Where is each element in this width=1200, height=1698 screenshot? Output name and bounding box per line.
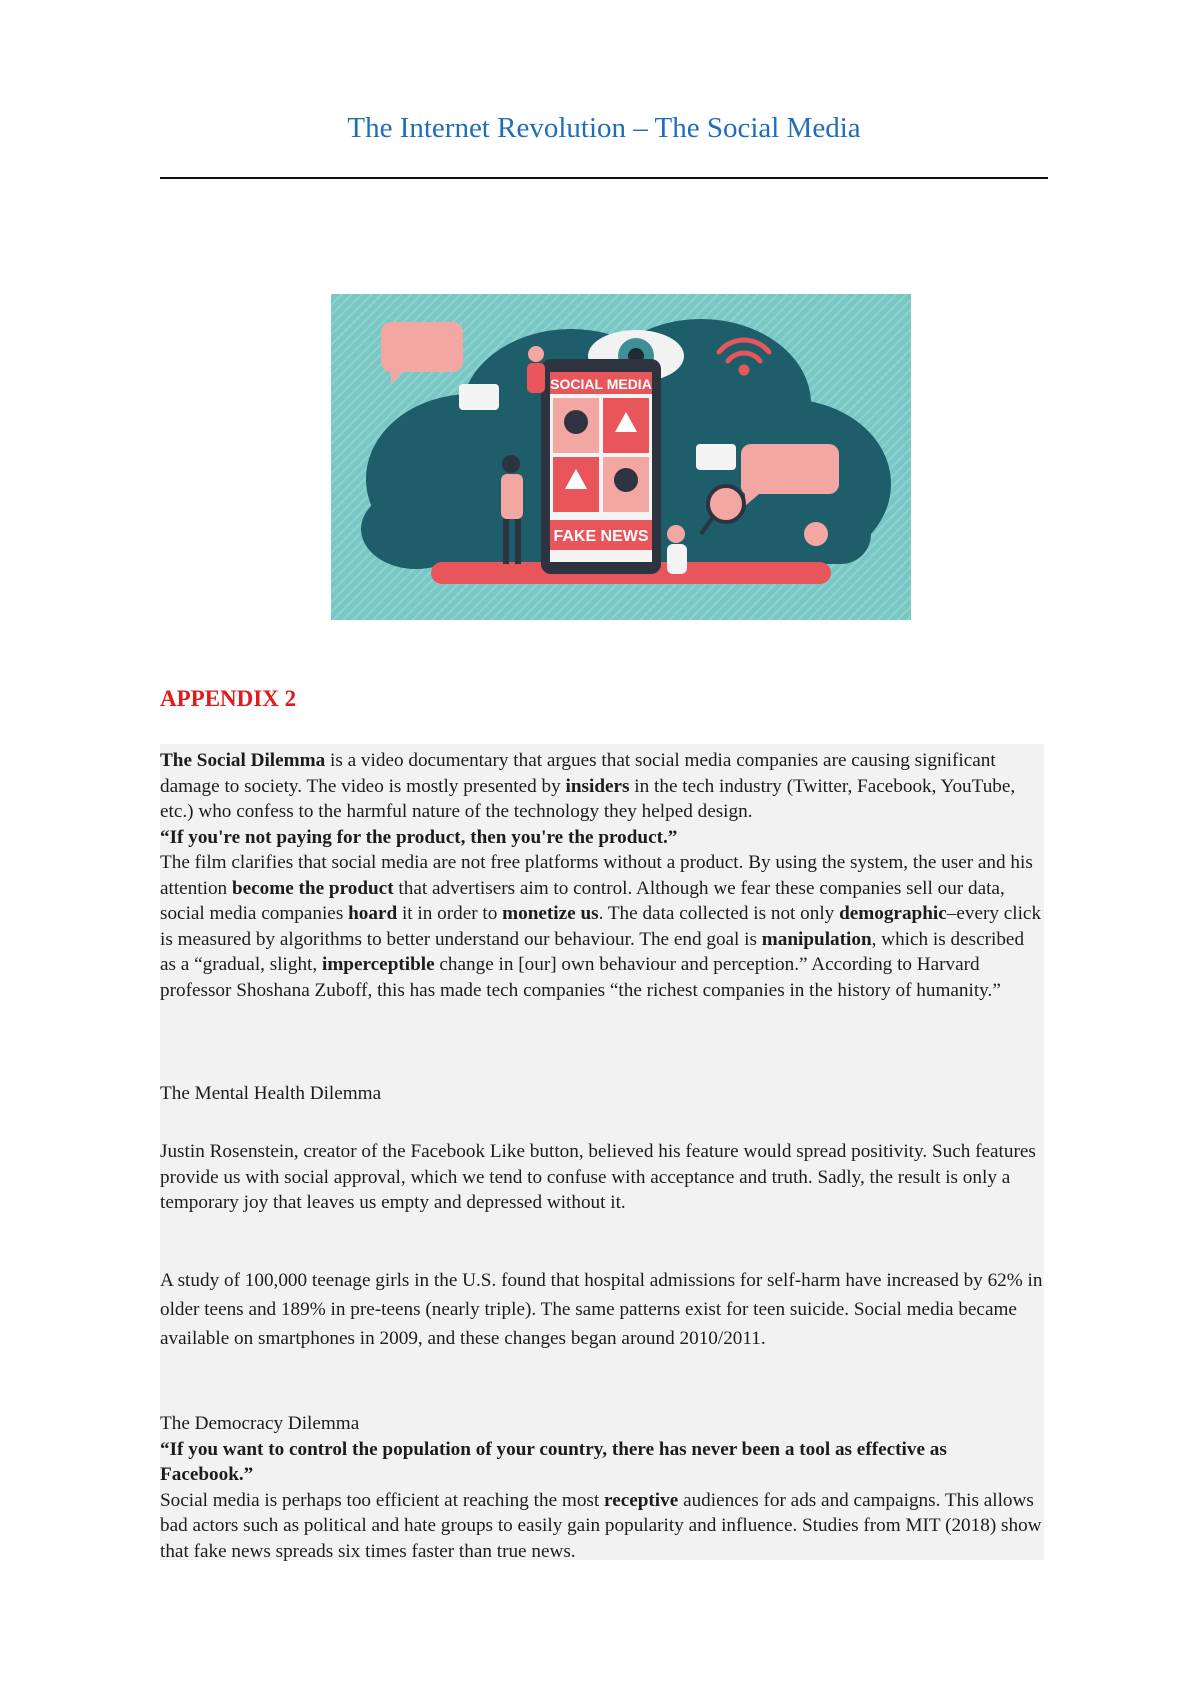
quote-facebook: “If you want to control the population of your country, there has never been a tool as effective as Facebook.”	[160, 1438, 947, 1485]
sad-face-icon	[804, 522, 828, 546]
intro-section	[160, 748, 1044, 1003]
person-figure	[527, 346, 545, 393]
appendix-heading: APPENDIX 2	[160, 686, 297, 711]
film-paragraph: The film clarifies that social media are not free platforms without a product. By using the system, the user and his attention become the product that advertisers aim to control. Although we fear these companies sell our data, social media companies hoard it in order to monetize us. The data collected is not only demographic–every click is measured by algorithms to better understand our behaviour. The end goal is manipulation, which is described as a “gradual, slight, imperceptible change in [our] own behaviour and perception.” According to Harvard professor Shoshana Zuboff, this has made tech companies “the richest companies in the history of humanity.”	[160, 852, 1042, 1001]
chat-icon	[696, 444, 736, 470]
democracy-section	[160, 1411, 1044, 1564]
fake-news-banner: FAKE NEWS	[553, 528, 649, 545]
title-divider	[160, 177, 1048, 179]
phone-illustration	[541, 359, 661, 574]
person-figure	[667, 525, 687, 574]
mental-health-paragraph-2: A study of 100,000 teenage girls in the U.S. found that hospital admissions for self-harm have increased by 62% in older teens and 189% in pre-teens (nearly triple). The same patterns exist for teen suicide. Social media became available on smartphones in 2009, and these changes began around 2010/2011.	[160, 1270, 1043, 1349]
democracy-paragraph: Social media is perhaps too efficient at reaching the most receptive audiences for ads and campaigns. This allows bad actors such as political and hate groups to easily gain popularity and influence. Studies from MIT (2018) show that fake news spreads six times faster than true news.	[160, 1489, 1042, 1562]
screen-title: SOCIAL MEDIA	[550, 376, 652, 392]
mental-health-paragraph-1: Justin Rosenstein, creator of the Facebook Like button, believed his feature would spread positivity. Such features provide us with social approval, which we tend to confuse with acceptance and truth. Sadly, the result is only a temporary joy that leaves us empty and depressed without it.	[160, 1141, 1036, 1213]
chat-icon	[459, 384, 499, 410]
mental-health-heading: The Mental Health Dilemma	[160, 1083, 382, 1104]
quote-product: “If you're not paying for the product, then you're the product.”	[160, 826, 678, 848]
democracy-heading: The Democracy Dilemma	[160, 1413, 360, 1434]
intro-paragraph: The Social Dilemma is a video documentary that argues that social media companies are causing significant damage to society. The video is mostly presented by insiders in the tech industry (Twitter, Facebook, YouTube, etc.) who confess to the harmful nature of the technology they helped design.	[160, 750, 1016, 822]
social-media-illustration	[331, 294, 911, 620]
document-title: The Internet Revolution – The Social Media	[347, 112, 861, 144]
